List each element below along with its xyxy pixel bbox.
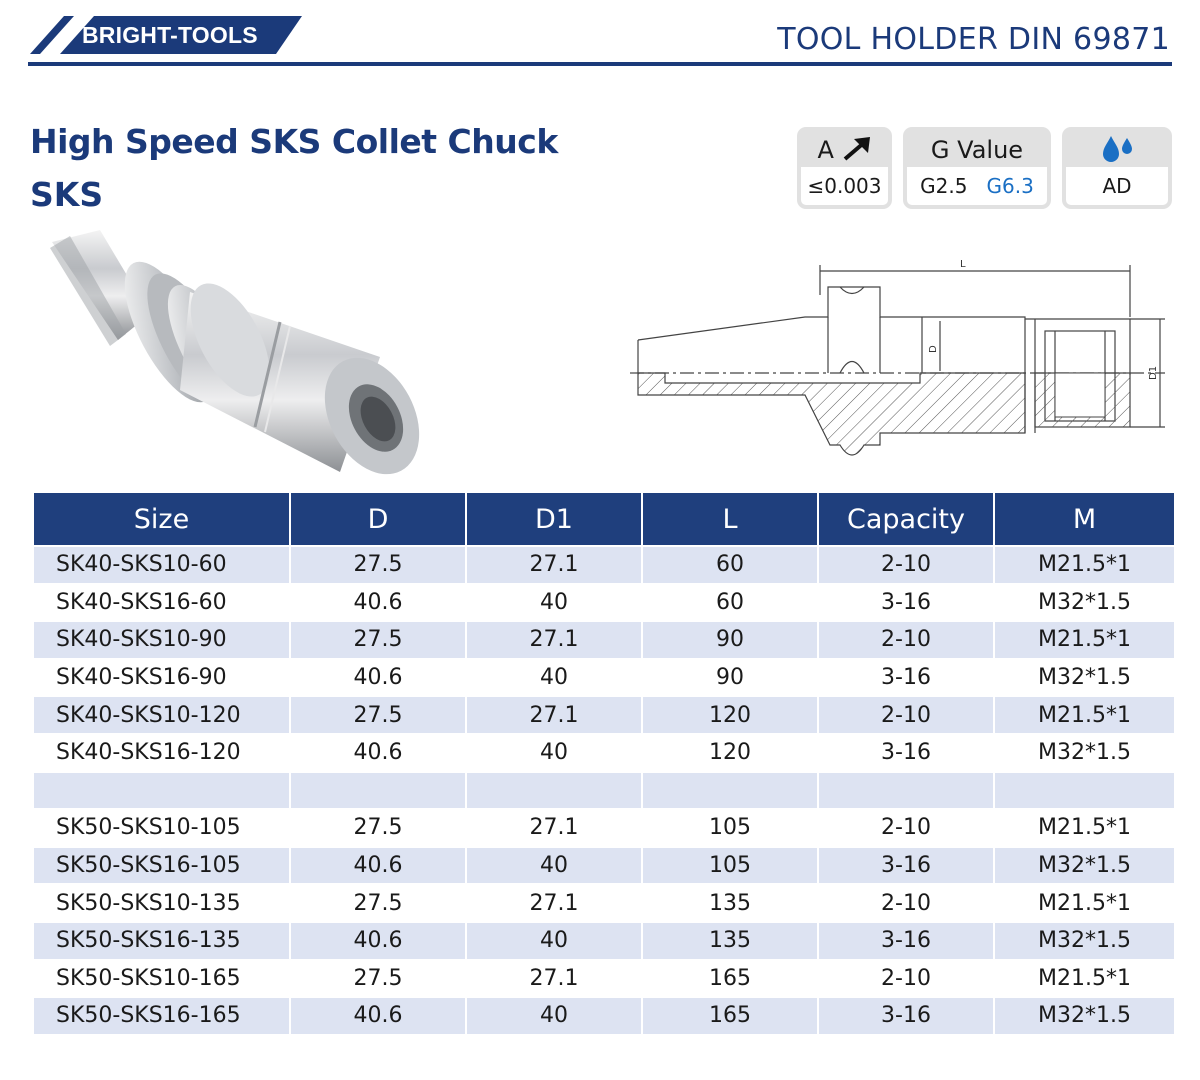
table-cell-size: SK50-SKS16-135	[34, 922, 290, 960]
table-cell-l: 90	[642, 621, 818, 659]
table-row	[34, 884, 1174, 922]
table-cell-d1: 27.1	[466, 809, 642, 847]
column-header-capacity: Capacity	[818, 493, 994, 546]
table-cell-d: 40.6	[290, 997, 466, 1034]
table-cell-d1: 27.1	[466, 960, 642, 998]
table-cell-d	[290, 772, 466, 810]
table-cell-l	[642, 772, 818, 810]
balance-label: G Value	[930, 136, 1024, 164]
arrow-up-right-icon	[842, 137, 872, 161]
spec-table	[34, 493, 1174, 1034]
balance-spec-value-area	[907, 167, 1047, 205]
table-cell-size	[34, 772, 290, 810]
table-cell-d: 40.6	[290, 584, 466, 622]
table-row	[34, 847, 1174, 885]
table-cell-d: 40.6	[290, 847, 466, 885]
column-header-d1: D1	[466, 493, 642, 546]
table-cell-d1	[466, 772, 642, 810]
table-cell-capacity: 3-16	[818, 659, 994, 697]
table-cell-capacity: 3-16	[818, 584, 994, 622]
column-header-l: L	[642, 493, 818, 546]
table-cell-size: SK40-SKS10-120	[34, 696, 290, 734]
table-cell-m: M21.5*1	[994, 884, 1174, 922]
table-cell-d1: 40	[466, 584, 642, 622]
column-header-d: D	[290, 493, 466, 546]
table-row	[34, 546, 1174, 584]
table-cell-l: 135	[642, 884, 818, 922]
table-cell-d1: 40	[466, 847, 642, 885]
table-cell-d: 27.5	[290, 960, 466, 998]
table-cell-size: SK40-SKS10-90	[34, 621, 290, 659]
table-cell-capacity: 2-10	[818, 809, 994, 847]
table-cell-l: 60	[642, 546, 818, 584]
brand-name: BRIGHT-TOOLS	[82, 22, 258, 48]
table-cell-capacity: 2-10	[818, 621, 994, 659]
table-cell-size: SK50-SKS16-105	[34, 847, 290, 885]
table-cell-l: 105	[642, 809, 818, 847]
table-cell-d: 27.5	[290, 809, 466, 847]
table-cell-capacity: 2-10	[818, 884, 994, 922]
table-cell-m: M21.5*1	[994, 546, 1174, 584]
table-cell-size: SK40-SKS16-120	[34, 734, 290, 772]
table-cell-l: 60	[642, 584, 818, 622]
dimension-d-label: D	[928, 345, 939, 353]
table-cell-m: M32*1.5	[994, 734, 1174, 772]
table-cell-d: 27.5	[290, 696, 466, 734]
table-cell-d: 27.5	[290, 621, 466, 659]
runout-spec-header	[797, 133, 892, 167]
balance-value-g25: G2.5	[920, 174, 968, 198]
table-body	[34, 546, 1174, 1034]
table-cell-m: M21.5*1	[994, 809, 1174, 847]
balance-values	[907, 167, 1047, 205]
table-cell-m: M32*1.5	[994, 659, 1174, 697]
table-cell-m: M32*1.5	[994, 922, 1174, 960]
table-cell-m: M21.5*1	[994, 960, 1174, 998]
table-row	[34, 809, 1174, 847]
table-cell-l: 120	[642, 734, 818, 772]
table-cell-capacity: 2-10	[818, 546, 994, 584]
table-row	[34, 659, 1174, 697]
table-cell-l: 165	[642, 960, 818, 998]
table-cell-capacity: 3-16	[818, 847, 994, 885]
table-cell-m	[994, 772, 1174, 810]
table-cell-size: SK40-SKS16-60	[34, 584, 290, 622]
technical-drawing	[630, 255, 1170, 470]
coolant-value: AD	[1102, 174, 1132, 198]
coolant-drops-icon	[1097, 134, 1137, 164]
table-cell-d1: 27.1	[466, 696, 642, 734]
runout-label: A	[817, 136, 834, 164]
document-title: TOOL HOLDER DIN 69871	[777, 22, 1170, 57]
table-cell-capacity	[818, 772, 994, 810]
table-row	[34, 734, 1174, 772]
dimension-d1-label: D1	[1148, 365, 1159, 380]
table-cell-capacity: 2-10	[818, 960, 994, 998]
balance-spec-box	[903, 127, 1051, 209]
table-cell-size: SK50-SKS10-165	[34, 960, 290, 998]
table-cell-d: 27.5	[290, 546, 466, 584]
table-cell-d1: 40	[466, 659, 642, 697]
table-cell-m: M32*1.5	[994, 584, 1174, 622]
table-cell-capacity: 3-16	[818, 922, 994, 960]
table-cell-l: 90	[642, 659, 818, 697]
table-cell-d1: 27.1	[466, 546, 642, 584]
table-cell-l: 165	[642, 997, 818, 1034]
table-row	[34, 584, 1174, 622]
table-cell-capacity: 2-10	[818, 696, 994, 734]
table-cell-d: 40.6	[290, 734, 466, 772]
table-cell-m: M32*1.5	[994, 997, 1174, 1034]
table-cell-d: 27.5	[290, 884, 466, 922]
table-row	[34, 621, 1174, 659]
table-cell-size: SK40-SKS10-60	[34, 546, 290, 584]
product-photo	[40, 222, 440, 490]
runout-value: ≤0.003	[807, 174, 882, 198]
table-cell-size: SK50-SKS10-105	[34, 809, 290, 847]
balance-value-g63: G6.3	[986, 174, 1034, 198]
table-cell-d1: 27.1	[466, 884, 642, 922]
header-divider	[28, 62, 1172, 66]
product-title: High Speed SKS Collet Chuck	[30, 122, 558, 161]
table-cell-l: 105	[642, 847, 818, 885]
table-cell-d: 40.6	[290, 922, 466, 960]
table-cell-l: 120	[642, 696, 818, 734]
table-row	[34, 997, 1174, 1034]
table-row	[34, 696, 1174, 734]
table-row	[34, 960, 1174, 998]
table-cell-d: 40.6	[290, 659, 466, 697]
table-cell-m: M32*1.5	[994, 847, 1174, 885]
table-cell-size: SK50-SKS10-135	[34, 884, 290, 922]
table-row	[34, 922, 1174, 960]
table-cell-capacity: 3-16	[818, 734, 994, 772]
table-cell-m: M21.5*1	[994, 696, 1174, 734]
table-cell-capacity: 3-16	[818, 997, 994, 1034]
column-header-size: Size	[34, 493, 290, 546]
column-header-m: M	[994, 493, 1174, 546]
table-cell-d1: 40	[466, 734, 642, 772]
product-subtitle: SKS	[30, 175, 104, 214]
table-cell-l: 135	[642, 922, 818, 960]
coolant-spec-box	[1062, 127, 1172, 209]
runout-spec-value-area	[801, 167, 888, 205]
table-cell-d1: 27.1	[466, 621, 642, 659]
table-cell-d1: 40	[466, 997, 642, 1034]
coolant-spec-header	[1062, 133, 1172, 167]
coolant-spec-value-area	[1066, 167, 1168, 205]
table-cell-size: SK50-SKS16-165	[34, 997, 290, 1034]
dimension-l-label: L	[960, 259, 966, 270]
table-cell-size: SK40-SKS16-90	[34, 659, 290, 697]
table-cell-d1: 40	[466, 922, 642, 960]
table-row	[34, 772, 1174, 810]
runout-spec-box	[797, 127, 892, 209]
table-header-row	[34, 493, 1174, 546]
table-cell-m: M21.5*1	[994, 621, 1174, 659]
